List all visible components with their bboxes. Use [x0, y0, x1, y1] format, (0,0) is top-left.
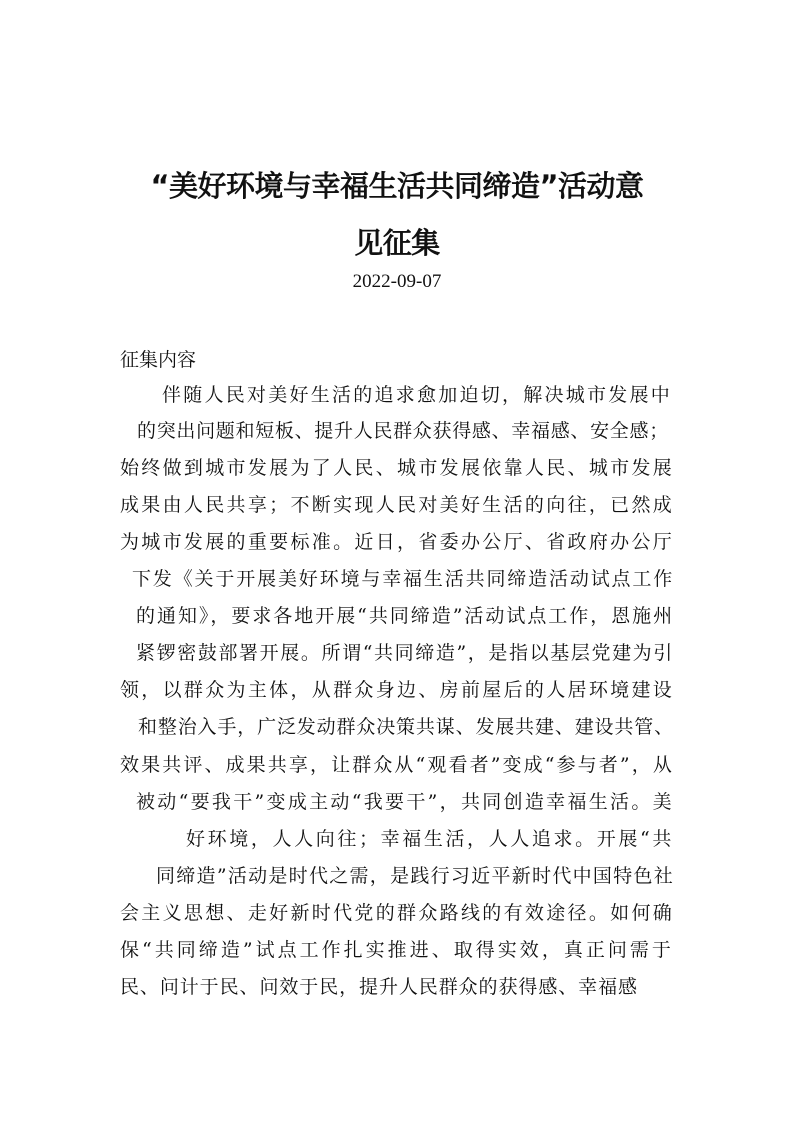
body-line-10: 和整治入手，广泛发动群众决策共谋、发展共建、建设共管、 — [138, 716, 674, 738]
body-line-11: 效果共评、成果共享，让群众从“观看者”变成“参与者”，从 — [120, 754, 674, 776]
document-date: 2022-09-07 — [352, 271, 442, 292]
body-line-3: 始终做到城市发展为了人民、城市发展依靠人民、城市发展 — [120, 457, 675, 479]
body-line-1: 伴随人民对美好生活的追求愈加迫切，解决城市发展中 — [162, 384, 673, 406]
body-line-16: 保“共同缔造”试点工作扎实推进、取得实效，真正问需于 — [120, 939, 674, 961]
body-line-17: 民、问计于民、问效于民，提升人民群众的获得感、幸福感 — [120, 976, 638, 998]
document-title-line-1: “美好环境与幸福生活共同缔造”活动意 — [150, 169, 644, 203]
body-line-5: 为城市发展的重要标准。近日，省委办公厅、省政府办公厅 — [120, 531, 675, 553]
body-line-8: 紧锣密鼓部署开展。所谓“共同缔造”，是指以基层党建为引 — [136, 642, 674, 664]
body-line-4: 成果由人民共享；不断实现人民对美好生活的向往，已然成 — [120, 494, 675, 516]
body-line-2: 的突出问题和短板、提升人民群众获得感、幸福感、安全感； — [137, 420, 669, 442]
body-line-13: 好环境，人人向往；幸福生活，人人追求。开展“共 — [186, 828, 674, 850]
section-heading: 征集内容 — [120, 349, 197, 371]
body-line-15: 会主义思想、走好新时代党的群众路线的有效途径。如何确 — [120, 902, 675, 924]
body-line-12: 被动“要我干”变成主动“我要干”，共同创造幸福生活。美 — [136, 791, 674, 813]
body-line-7: 的通知》，要求各地开展“共同缔造”活动试点工作，恩施州 — [136, 605, 675, 627]
body-line-14: 同缔造”活动是时代之需，是践行习近平新时代中国特色社 — [156, 865, 674, 887]
document-title-line-2: 见征集 — [354, 226, 440, 260]
body-line-9: 领，以群众为主体，从群众身边、房前屋后的人居环境建设 — [120, 679, 675, 701]
body-line-6: 下发《关于开展美好环境与幸福生活共同缔造活动试点工作 — [132, 568, 675, 590]
